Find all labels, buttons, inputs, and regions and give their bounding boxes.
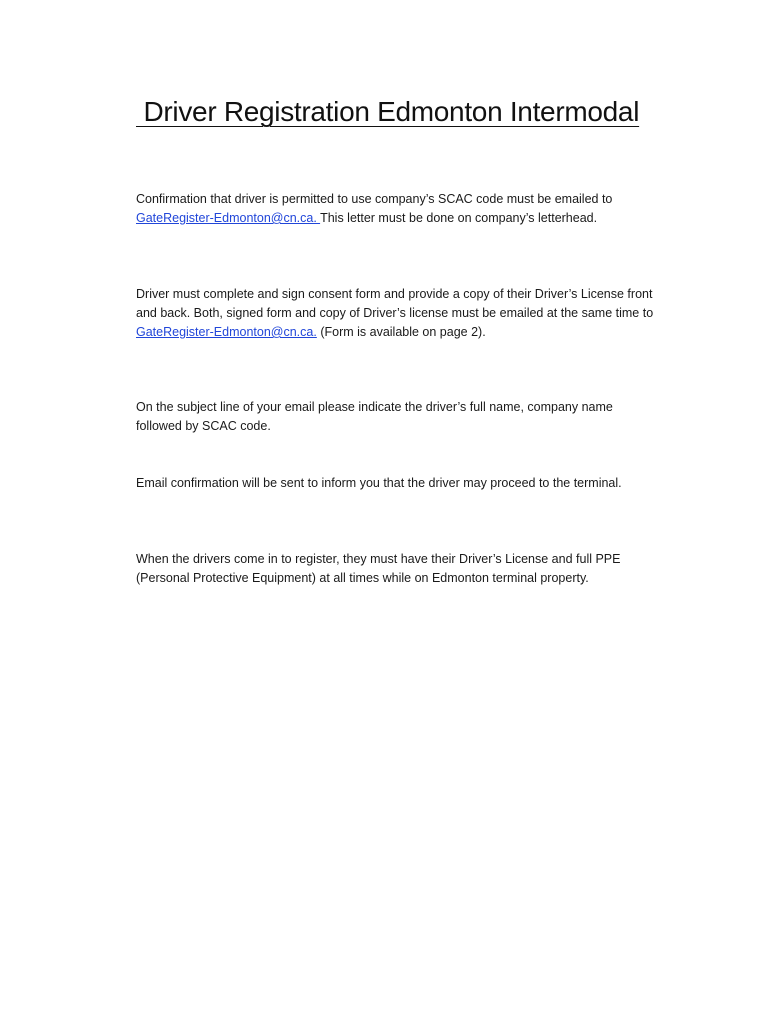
paragraph-consent-form (136, 285, 656, 342)
email-link[interactable]: GateRegister-Edmonton@cn.ca. (136, 211, 321, 225)
paragraph-ppe-requirement: When the drivers come in to register, they must have their Driver’s License and full PPE (Personal Protective Equipment) at all times while on Edmonton terminal property. (136, 552, 621, 585)
paragraph-scac-confirmation (136, 190, 656, 228)
page-title: Driver Registration Edmonton Intermodal (136, 96, 640, 127)
paragraph-text: This letter must be done on company’s letterhead. (320, 211, 598, 225)
email-link[interactable]: GateRegister-Edmonton@cn.ca. (136, 325, 317, 339)
paragraph-email-confirmation: Email confirmation will be sent to inform you that the driver may proceed to the terminal. (136, 476, 622, 490)
paragraph-text: Driver must complete and sign consent form and provide a copy of their Driver’s License front and back. Both, signed form and copy of Driver’s license must be emailed at the same time to (136, 287, 654, 320)
paragraph-text: (Form is available on page 2). (316, 325, 486, 339)
paragraph-text: Confirmation that driver is permitted to use company’s SCAC code must be emailed to (136, 192, 613, 206)
paragraph-subject-line: On the subject line of your email please indicate the driver’s full name, company name followed by SCAC code. (136, 400, 613, 433)
